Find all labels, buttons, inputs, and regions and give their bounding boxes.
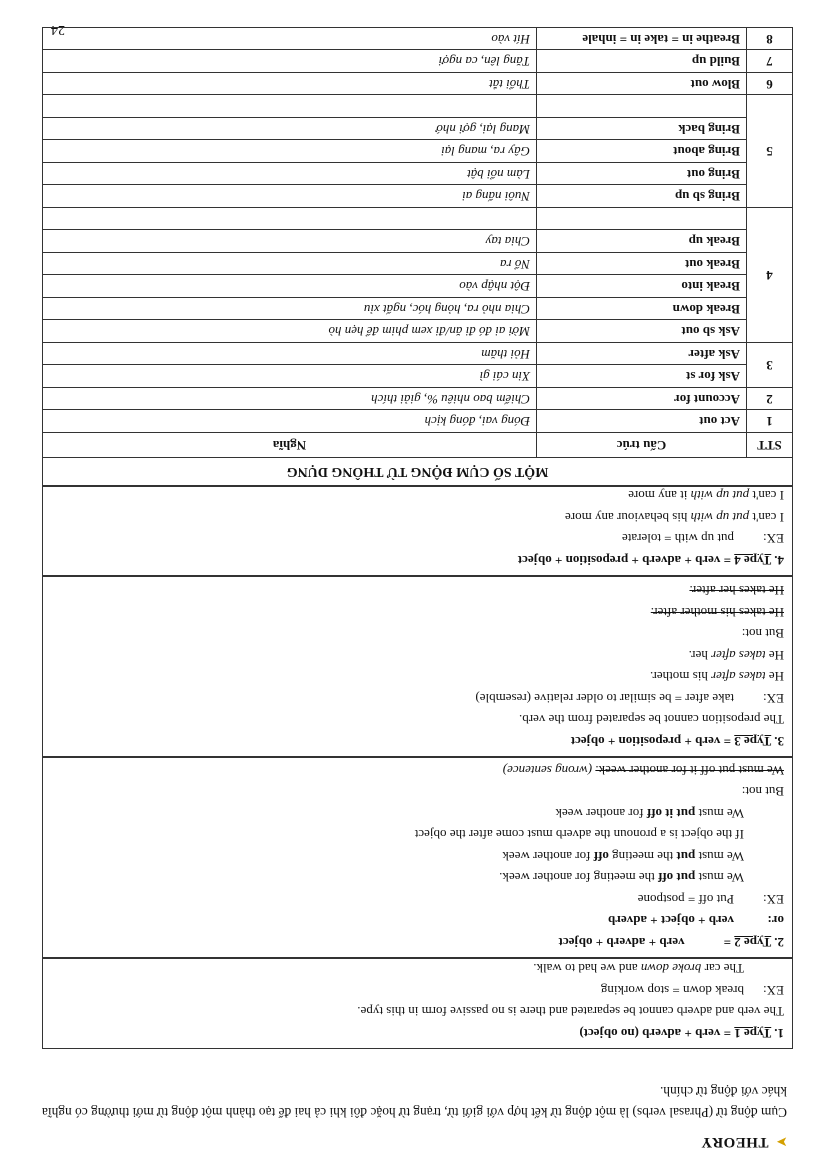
sentence-part: his mother. — [650, 669, 712, 685]
table-row — [43, 185, 793, 208]
sentence-part: We must — [695, 806, 744, 821]
table-row — [43, 343, 793, 366]
table-row — [43, 208, 793, 231]
arrow-bullet-icon: ➤ — [776, 1135, 787, 1149]
row-number: 7 — [747, 50, 793, 73]
table-row — [43, 253, 793, 276]
type1-formula: = verb + adverb (no object) — [579, 1026, 735, 1041]
example-label: EX: — [763, 531, 784, 547]
table-row — [43, 28, 793, 51]
row-meaning: Tăng lên, ca ngợi — [43, 50, 537, 73]
type2-wrong-example — [51, 760, 784, 782]
type3-section — [42, 576, 793, 757]
sentence-part: for another week — [555, 806, 647, 821]
sentence-part: We must — [695, 870, 744, 886]
type3-but-not: But not: — [741, 626, 784, 642]
example-definition: Put off = postpone — [637, 892, 734, 907]
header-structure: Cấu trúc — [537, 433, 747, 458]
sentence-verb: takes after — [711, 669, 766, 685]
type4-heading — [51, 550, 784, 572]
row-meaning: Làm nổi bật — [43, 163, 537, 186]
type2-example-3 — [51, 803, 784, 825]
wrong-note: (wrong sentence) — [502, 763, 596, 778]
sentence-part: I can't — [749, 488, 784, 504]
example-definition: break down = stop working — [600, 983, 744, 998]
row-number: 8 — [747, 28, 793, 51]
row-meaning: Hít vào — [43, 28, 537, 51]
type3-example-1 — [51, 666, 784, 688]
sentence-verb: broke down — [640, 961, 702, 977]
sentence-verb: put up with — [690, 510, 750, 525]
table-row — [43, 73, 793, 96]
row-structure: Break into — [537, 275, 747, 298]
row-structure: Bring back — [537, 118, 747, 141]
row-structure: Ask for st — [537, 365, 747, 388]
table-row — [43, 388, 793, 411]
row-number: 4 — [747, 208, 793, 343]
type3-wrong-2: He takes her after. — [689, 583, 784, 599]
sentence-part: his behaviour any more — [565, 510, 691, 525]
table-row — [43, 320, 793, 343]
type2-but-not: But not: — [741, 784, 784, 800]
header-meaning: Nghĩa — [43, 433, 537, 458]
row-meaning: Chia tay — [43, 230, 537, 253]
table-row — [43, 95, 793, 118]
row-meaning — [43, 95, 537, 118]
table-title: MỘT SỐ CỤM ĐỘNG TỪ THÔNG DỤNG — [43, 458, 793, 486]
row-structure: Blow out — [537, 73, 747, 96]
type3-label: Type 3 — [734, 734, 772, 749]
table-row — [43, 118, 793, 141]
type2-example-2 — [51, 846, 784, 868]
row-structure: Account for — [537, 388, 747, 411]
example-label: EX: — [763, 983, 784, 998]
phrasal-verbs-table-body — [43, 28, 793, 486]
type4-example-2 — [51, 485, 784, 507]
row-meaning: Nuôi nấng ai — [43, 185, 537, 208]
type2-formula: = verb + adverb + object — [558, 935, 735, 950]
or-label: or: — [767, 913, 784, 929]
row-meaning: Hỏi thăm — [43, 343, 537, 366]
row-structure: Act out — [537, 410, 747, 433]
type3-formula: = verb + preposition + object — [570, 734, 735, 749]
row-number: 1 — [747, 410, 793, 433]
example-label: EX: — [763, 892, 784, 907]
row-structure: Break down — [537, 298, 747, 321]
row-structure: Break up — [537, 230, 747, 253]
sentence-verb: put — [676, 849, 696, 864]
type1-note: The verb and adverb cannot be separated and there is no passive form in this type. — [357, 1004, 784, 1020]
example-definition: take after = be similar to older relative (resemble) — [475, 691, 734, 706]
row-meaning: Đóng vai, đóng kịch — [43, 410, 537, 433]
row-meaning: Mời ai đó đi ăn/đi xem phim để hẹn hò — [43, 320, 537, 343]
type1-label: Type 1 — [734, 1026, 772, 1041]
type4-label: Type 4 — [734, 553, 772, 568]
table-row — [43, 298, 793, 321]
table-row — [43, 140, 793, 163]
or-formula: verb + object + adverb — [607, 913, 734, 929]
sentence-part: it any more — [628, 488, 691, 504]
table-row — [43, 275, 793, 298]
row-meaning: Đột nhập vào — [43, 275, 537, 298]
sentence-verb: put up with — [690, 488, 750, 504]
table-row — [43, 365, 793, 388]
type1-example-sentence — [51, 958, 784, 980]
type3-example-2 — [51, 645, 784, 667]
type2-number: 2. — [774, 935, 784, 950]
table-row — [43, 163, 793, 186]
theory-intro: Cụm động từ (Phrasal verbs) là một động từ kết hợp với giới từ, trạng từ hoặc đôi khi cả hai để tạo thành một động từ mới thường có nghĩa khác với động từ chính. — [41, 1084, 787, 1120]
type3-heading — [51, 731, 784, 753]
type4-number: 4. — [774, 553, 784, 568]
table-row — [43, 410, 793, 433]
sentence-adverb: off — [593, 849, 609, 864]
phrasal-verbs-table — [42, 27, 793, 486]
type4-formula: = verb + adverb + preposition + object — [517, 553, 735, 568]
row-number: 3 — [747, 343, 793, 388]
sentence-part: and we had to walk. — [533, 961, 641, 977]
row-structure: Bring about — [537, 140, 747, 163]
table-header-row — [43, 433, 793, 458]
type4-example-1 — [51, 507, 784, 529]
type3-note: The preposition cannot be separated from the verb. — [519, 712, 784, 728]
row-structure: Break out — [537, 253, 747, 276]
row-structure: Ask after — [537, 343, 747, 366]
wrong-sentence: We must put off it for another week. — [595, 763, 784, 778]
row-structure: Build up — [537, 50, 747, 73]
row-meaning: Thổi tắt — [43, 73, 537, 96]
type4-example-def — [51, 528, 784, 550]
theory-heading — [701, 1133, 787, 1150]
type2-label: Type 2 — [734, 935, 772, 950]
table-title-row — [43, 458, 793, 486]
sentence-part: We must — [695, 849, 744, 864]
row-structure: Bring out — [537, 163, 747, 186]
sentence-verb: put off — [658, 870, 696, 886]
table-row — [43, 230, 793, 253]
type2-example-def — [51, 889, 784, 911]
row-structure: Bring sb up — [537, 185, 747, 208]
type1-section — [42, 958, 793, 1049]
type4-section — [42, 486, 793, 576]
row-structure — [537, 208, 747, 231]
sentence-part: I can't — [749, 510, 784, 525]
sentence-verb: takes after — [711, 648, 766, 663]
type2-rule: If the object is a pronoun the adverb must come after the object — [414, 827, 744, 843]
page-number: 24 — [51, 22, 65, 37]
sentence-part: He — [765, 648, 784, 663]
row-number: 2 — [747, 388, 793, 411]
type2-example-1 — [51, 867, 784, 889]
type1-number: 1. — [774, 1026, 784, 1041]
row-meaning: Xin cái gì — [43, 365, 537, 388]
example-label: EX: — [763, 691, 784, 706]
example-definition: put up with = tolerate — [621, 531, 734, 547]
row-meaning: Mang lại, gợi nhớ — [43, 118, 537, 141]
header-stt: STT — [747, 433, 793, 458]
row-meaning: Nổ ra — [43, 253, 537, 276]
row-meaning: Gây ra, mang lại — [43, 140, 537, 163]
sentence-part: the meeting — [608, 849, 677, 864]
type3-example-def — [51, 688, 784, 710]
type1-example-def — [51, 980, 784, 1002]
sentence-part: He — [765, 669, 784, 685]
row-meaning — [43, 208, 537, 231]
row-structure — [537, 95, 747, 118]
row-meaning: Chia nhỏ ra, hỏng hóc, ngất xỉu — [43, 298, 537, 321]
type2-section — [42, 757, 793, 958]
row-number: 5 — [747, 95, 793, 208]
sentence-part: The car — [701, 961, 744, 977]
theory-heading-text: THEORY — [700, 1134, 769, 1150]
type3-number: 3. — [774, 734, 784, 749]
row-structure: Breathe in = take in = inhale — [537, 28, 747, 51]
row-structure: Ask sb out — [537, 320, 747, 343]
sentence-verb: put it off — [646, 806, 696, 821]
type2-or-line — [51, 910, 784, 932]
sentence-part: for another week — [502, 849, 594, 864]
sentence-part: her. — [688, 648, 712, 663]
row-number: 6 — [747, 73, 793, 96]
type1-heading — [51, 1023, 784, 1045]
table-row — [43, 50, 793, 73]
type2-heading — [51, 932, 784, 954]
row-meaning: Chiếm bao nhiêu %, giải thích — [43, 388, 537, 411]
sentence-part: the meeting for another week. — [499, 870, 658, 886]
type3-wrong-1: He takes his mother after. — [650, 605, 784, 620]
